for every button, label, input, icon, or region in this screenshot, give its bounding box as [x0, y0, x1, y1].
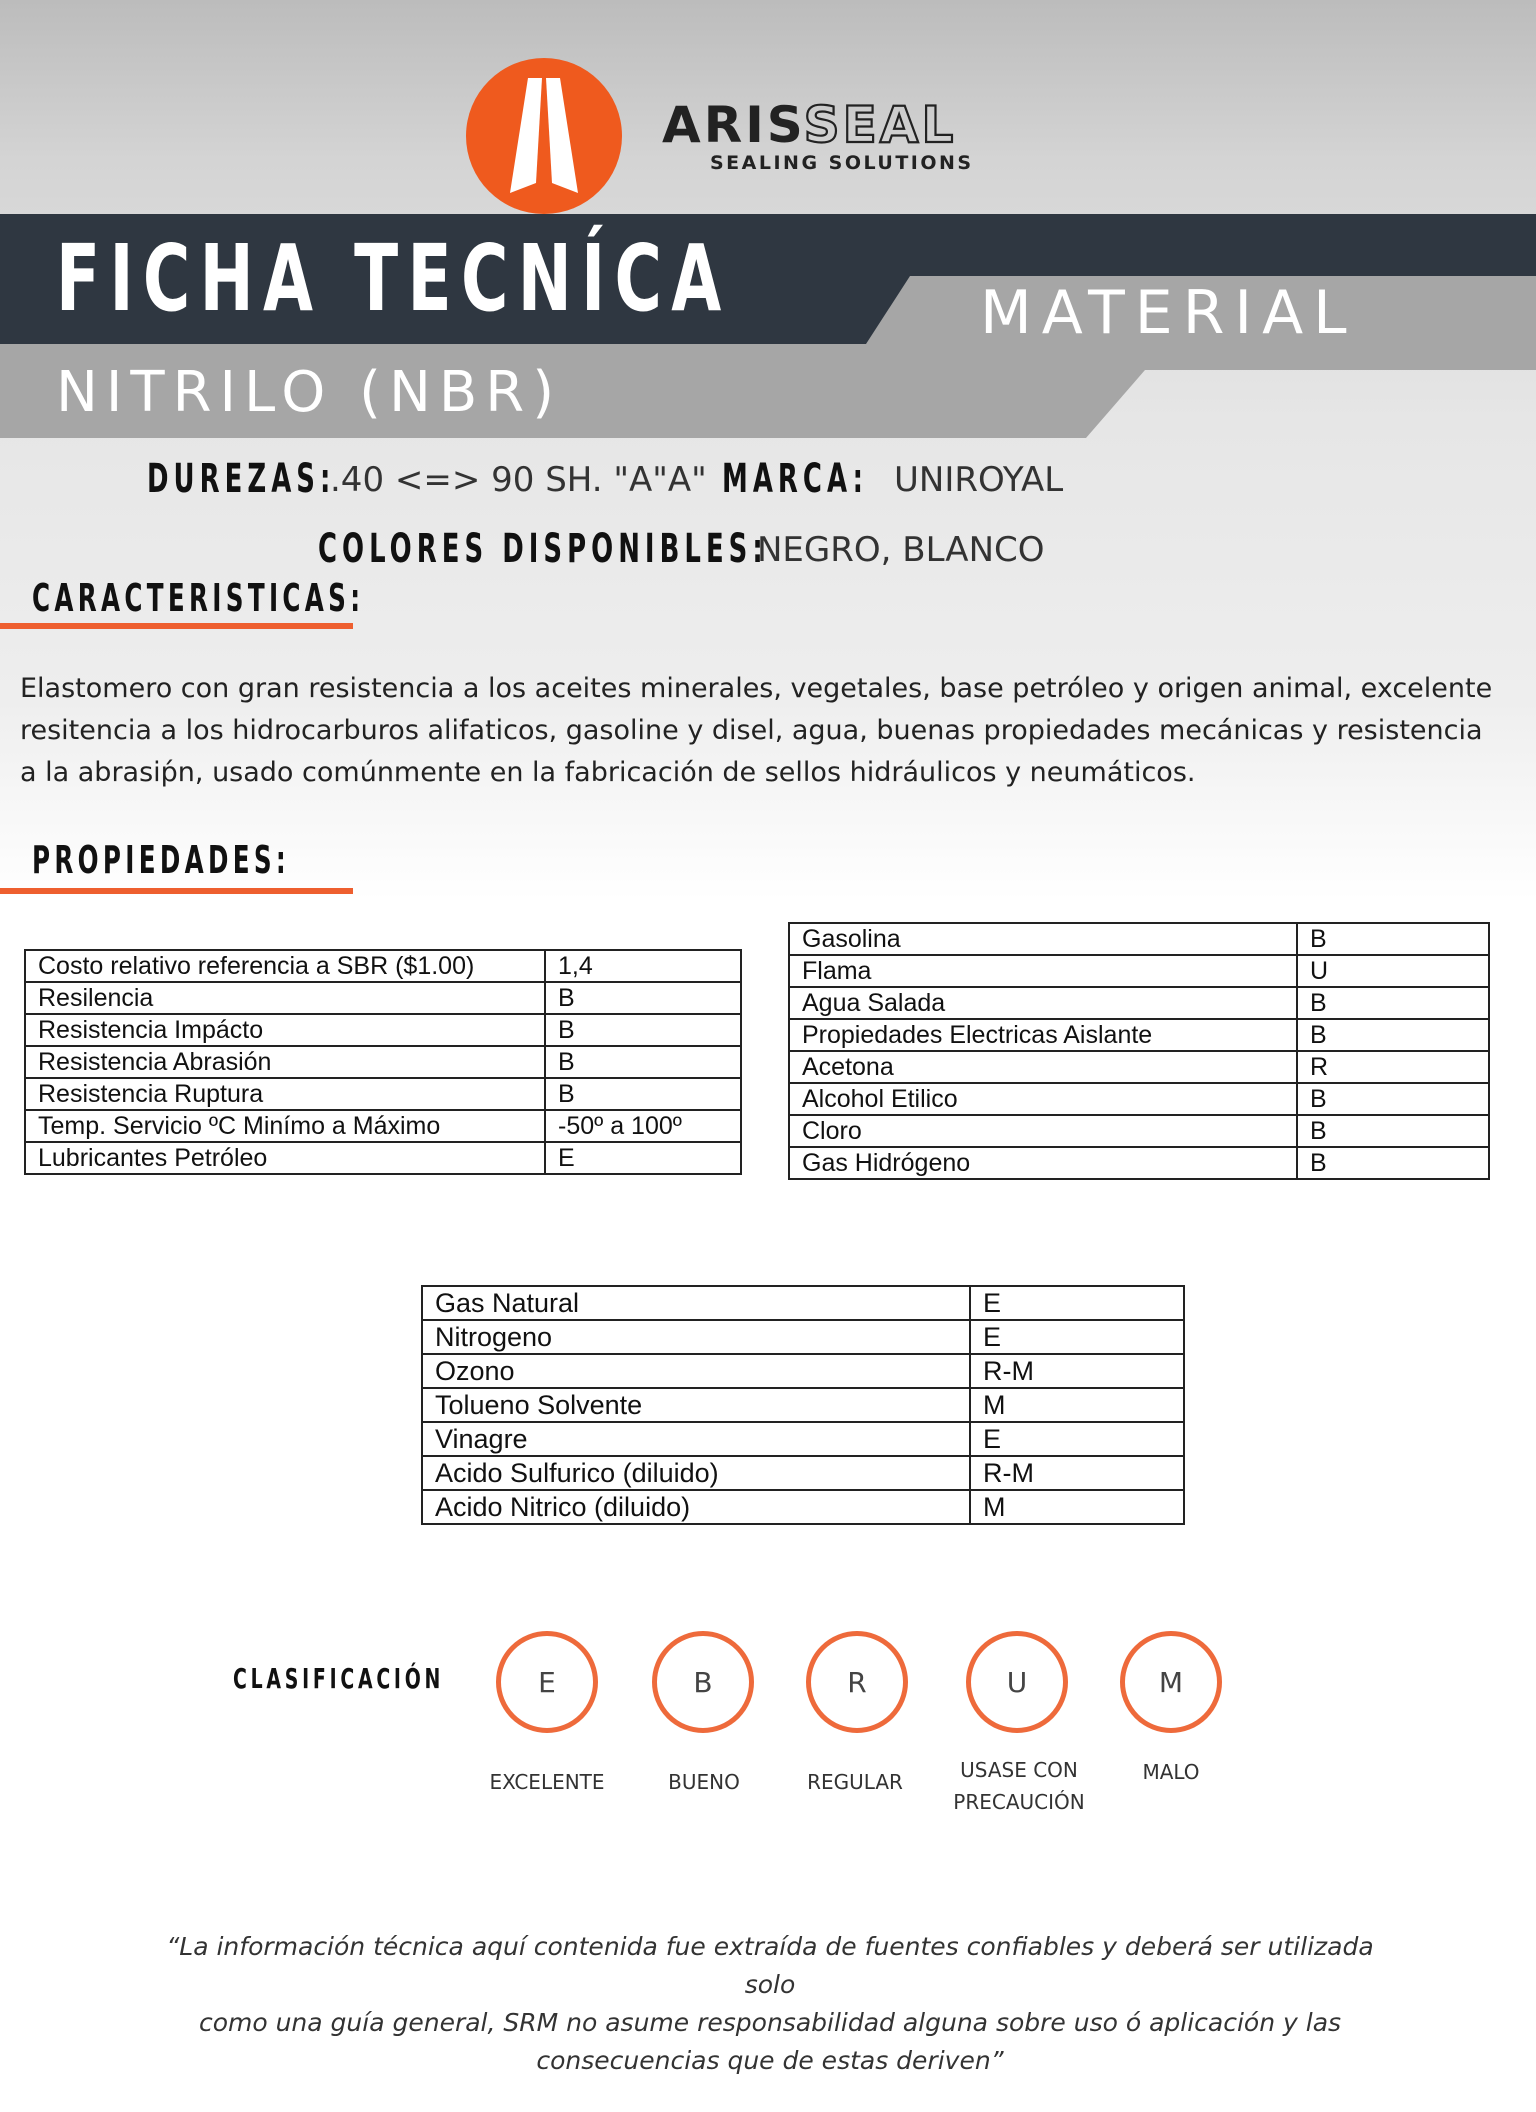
property-name: Nitrogeno: [422, 1320, 970, 1354]
property-rating: -50º a 100º: [545, 1110, 741, 1142]
property-rating: E: [970, 1286, 1184, 1320]
colores-label: COLORES DISPONIBLES:: [318, 526, 768, 572]
property-name: Temp. Servicio ºC Minímo a Máximo: [25, 1110, 545, 1142]
table-row: [25, 1142, 741, 1174]
clasificacion-label: CLASIFICACIÓN: [233, 1662, 445, 1695]
property-rating: B: [545, 1046, 741, 1078]
rating-circle-r: R: [806, 1631, 908, 1733]
property-name: Ozono: [422, 1354, 970, 1388]
property-rating: B: [545, 982, 741, 1014]
property-name: Resilencia: [25, 982, 545, 1014]
table-row: [422, 1422, 1184, 1456]
property-rating: E: [970, 1320, 1184, 1354]
caracteristicas-line: resitencia a los hidrocarburos alifaticos, gasoline y disel, agua, buenas propiedades mecánicas y resistencia: [20, 715, 1483, 746]
property-name: Acetona: [789, 1051, 1297, 1083]
table-row: [25, 982, 741, 1014]
brand-name-solid: ARIS: [662, 96, 804, 154]
table-row: [25, 1046, 741, 1078]
property-name: Cloro: [789, 1115, 1297, 1147]
table-row: [789, 1019, 1489, 1051]
property-rating: R-M: [970, 1354, 1184, 1388]
caracteristicas-title: CARACTERISTICAS:: [32, 576, 365, 620]
logo-emblem-icon: [466, 58, 622, 214]
table-row: [789, 955, 1489, 987]
table-row: [789, 1051, 1489, 1083]
durezas-value: .40 <=> 90 SH. "A"A": [330, 460, 707, 500]
rating-circle-m: M: [1120, 1631, 1222, 1733]
table-row: [422, 1456, 1184, 1490]
table-row: [789, 923, 1489, 955]
rating-caption-e: EXCELENTE: [489, 1770, 605, 1794]
table-row: [789, 1083, 1489, 1115]
table-row: [422, 1388, 1184, 1422]
brand-tagline: SEALING SOLUTIONS: [710, 152, 974, 174]
marca-label: MARCA:: [722, 456, 869, 502]
property-rating: B: [1297, 1019, 1489, 1051]
property-name: Acido Sulfurico (diluido): [422, 1456, 970, 1490]
rating-caption-b: BUENO: [668, 1770, 740, 1794]
property-name: Resistencia Abrasión: [25, 1046, 545, 1078]
property-rating: M: [970, 1388, 1184, 1422]
property-name: Tolueno Solvente: [422, 1388, 970, 1422]
material-name: NITRILO (NBR): [56, 360, 563, 425]
property-rating: B: [1297, 1083, 1489, 1115]
rating-caption-m: MALO: [1142, 1760, 1200, 1784]
property-name: Flama: [789, 955, 1297, 987]
table-row: [25, 1014, 741, 1046]
property-rating: R-M: [970, 1456, 1184, 1490]
caracteristicas-line: a la abrasiṕn, usado comúnmente en la fabricación de sellos hidráulicos y neumáticos.: [20, 757, 1196, 788]
property-name: Resistencia Ruptura: [25, 1078, 545, 1110]
property-rating: B: [1297, 1115, 1489, 1147]
property-rating: B: [1297, 923, 1489, 955]
table-row: [25, 950, 741, 982]
properties-table-2: [788, 922, 1490, 1180]
property-rating: R: [1297, 1051, 1489, 1083]
property-name: Agua Salada: [789, 987, 1297, 1019]
material-label: MATERIAL: [980, 278, 1357, 348]
table-row: [789, 1115, 1489, 1147]
property-rating: 1,4: [545, 950, 741, 982]
property-name: Gas Hidrógeno: [789, 1147, 1297, 1179]
disclaimer: [160, 1928, 1380, 2080]
property-name: Propiedades Electricas Aislante: [789, 1019, 1297, 1051]
brand-name: [662, 96, 957, 154]
property-rating: M: [970, 1490, 1184, 1524]
caracteristicas-rule: [0, 623, 353, 629]
rating-circle-u: U: [966, 1631, 1068, 1733]
rating-caption-line: PRECAUCIÓN: [953, 1790, 1085, 1814]
propiedades-title: PROPIEDADES:: [32, 838, 291, 882]
durezas-label: DUREZAS:: [147, 456, 336, 502]
property-rating: B: [1297, 1147, 1489, 1179]
disclaimer-line: “La información técnica aquí contenida fue extraída de fuentes confiables y deberá ser utilizada solo: [166, 1932, 1374, 1999]
property-name: Vinagre: [422, 1422, 970, 1456]
table-row: [422, 1490, 1184, 1524]
property-rating: B: [545, 1014, 741, 1046]
colores-value: NEGRO, BLANCO: [757, 530, 1045, 570]
table-row: [422, 1354, 1184, 1388]
brand-logo-icon: [466, 58, 622, 214]
property-rating: B: [1297, 987, 1489, 1019]
property-name: Costo relativo referencia a SBR ($1.00): [25, 950, 545, 982]
rating-caption-r: REGULAR: [807, 1770, 903, 1794]
rating-circle-e: E: [496, 1631, 598, 1733]
propiedades-rule: [0, 888, 353, 894]
marca-value: UNIROYAL: [894, 460, 1064, 500]
property-name: Alcohol Etilico: [789, 1083, 1297, 1115]
property-rating: E: [545, 1142, 741, 1174]
property-name: Gas Natural: [422, 1286, 970, 1320]
table-row: [422, 1320, 1184, 1354]
disclaimer-line: consecuencias que de estas deriven”: [536, 2046, 1004, 2075]
properties-table-3: [421, 1285, 1185, 1525]
properties-table-1: [24, 949, 742, 1175]
caracteristicas-line: Elastomero con gran resistencia a los aceites minerales, vegetales, base petróleo y origen animal, excelente: [20, 673, 1493, 704]
brand-name-outline: SEAL: [803, 96, 957, 154]
property-name: Resistencia Impácto: [25, 1014, 545, 1046]
property-rating: B: [545, 1078, 741, 1110]
property-name: Lubricantes Petróleo: [25, 1142, 545, 1174]
rating-caption-line: USASE CON: [960, 1758, 1078, 1782]
table-row: [789, 987, 1489, 1019]
property-name: Acido Nitrico (diluido): [422, 1490, 970, 1524]
table-row: [25, 1078, 741, 1110]
page-title: FICHA TECNÍCA: [56, 225, 731, 332]
table-row: [25, 1110, 741, 1142]
property-rating: E: [970, 1422, 1184, 1456]
table-row: [789, 1147, 1489, 1179]
disclaimer-line: como una guía general, SRM no asume responsabilidad alguna sobre uso ó aplicación y las: [198, 2008, 1342, 2037]
table-row: [422, 1286, 1184, 1320]
property-name: Gasolina: [789, 923, 1297, 955]
property-rating: U: [1297, 955, 1489, 987]
caracteristicas-text: [20, 668, 1520, 794]
rating-circle-b: B: [652, 1631, 754, 1733]
